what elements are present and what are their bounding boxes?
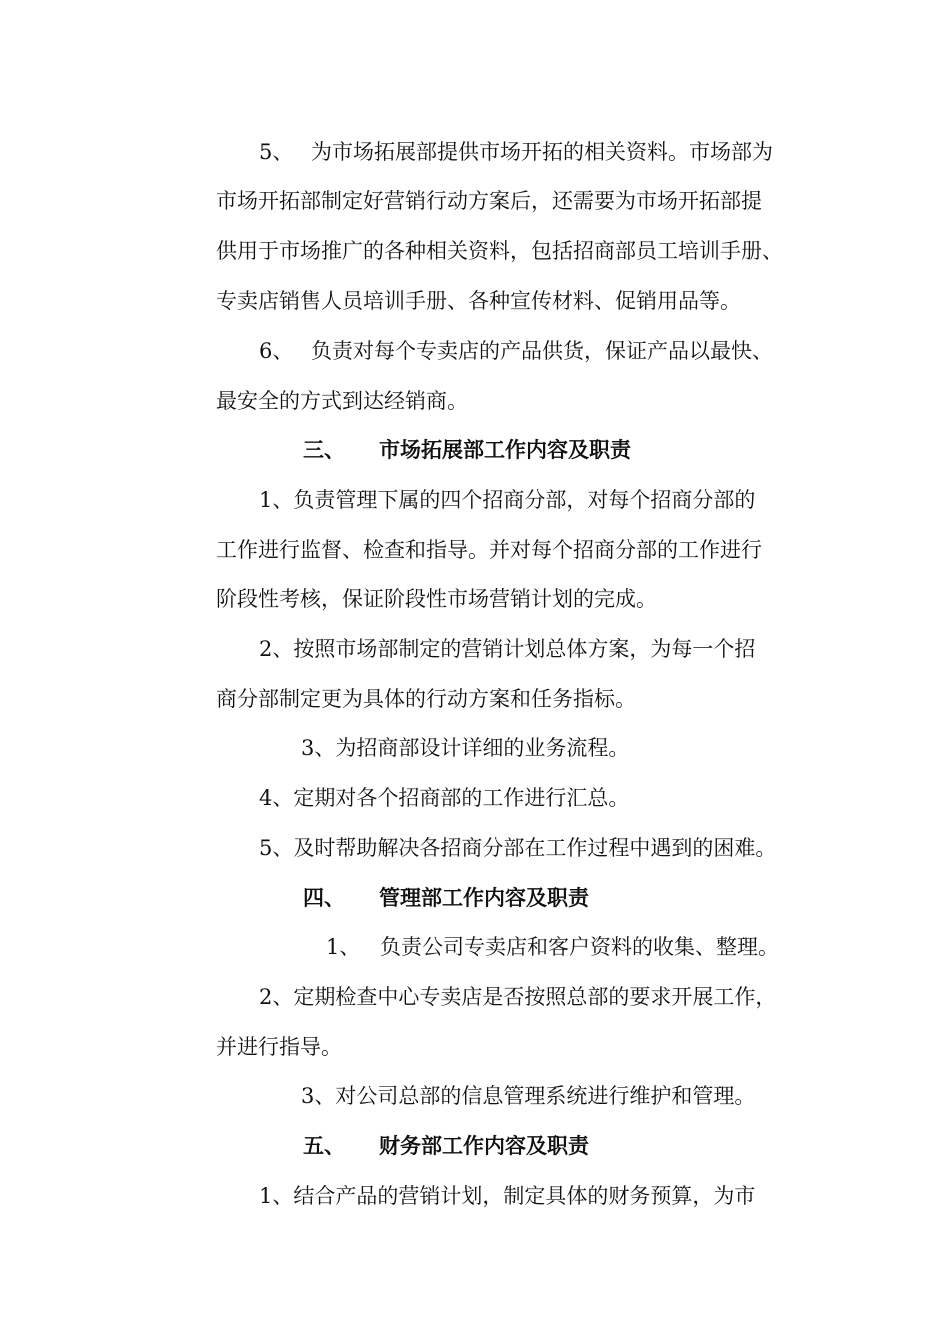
section-title: 财务部工作内容及职责 — [379, 1133, 589, 1158]
paragraph-line: 1、负责管理下属的四个招商分部，对每个招商分部的 — [259, 488, 756, 512]
list-number: 5、 — [259, 140, 294, 164]
item-5-line-3: 供用于市场推广的各种相关资料，包括招商部员工培训手册、 — [216, 239, 783, 263]
item-6-line-2: 最安全的方式到达经销商。 — [216, 389, 468, 413]
list-number: 6、 — [259, 339, 294, 363]
item-5-line-2: 市场开拓部制定好营销行动方案后，还需要为市场开拓部提 — [216, 189, 762, 213]
paragraph-line: 4、定期对各个招商部的工作进行汇总。 — [259, 786, 630, 810]
item-5-line-4: 专卖店销售人员培训手册、各种宣传材料、促销用品等。 — [216, 289, 741, 313]
section-heading-5 — [303, 1131, 589, 1161]
section-number: 五、 — [303, 1133, 345, 1158]
management-item-1 — [326, 932, 779, 962]
paragraph-line: 3、对公司总部的信息管理系统进行维护和管理。 — [301, 1084, 756, 1108]
paragraph-line: 5、及时帮助解决各招商分部在工作过程中遇到的困难。 — [259, 836, 777, 860]
paragraph-line: 1、结合产品的营销计划，制定具体的财务预算，为市 — [259, 1184, 756, 1208]
line-text: 负责公司专卖店和客户资料的收集、整理。 — [380, 935, 779, 959]
paragraph-line: 2、定期检查中心专卖店是否按照总部的要求开展工作， — [259, 985, 777, 1009]
section-heading-3 — [303, 435, 631, 465]
item-6-line-1 — [259, 336, 773, 366]
paragraph-line: 阶段性考核，保证阶段性市场营销计划的完成。 — [216, 587, 657, 611]
section-heading-4 — [303, 883, 589, 913]
line-text: 为市场拓展部提供市场开拓的相关资料。市场部为 — [311, 140, 773, 164]
section-number: 三、 — [303, 437, 345, 462]
paragraph-line: 并进行指导。 — [216, 1035, 342, 1059]
list-number: 1、 — [326, 935, 361, 959]
item-5-line-1 — [259, 137, 773, 167]
paragraph-line: 工作进行监督、检查和指导。并对每个招商分部的工作进行 — [216, 538, 762, 562]
section-title: 市场拓展部工作内容及职责 — [379, 437, 631, 462]
section-number: 四、 — [303, 885, 345, 910]
section-title: 管理部工作内容及职责 — [379, 885, 589, 910]
paragraph-line: 3、为招商部设计详细的业务流程。 — [301, 736, 630, 760]
paragraph-line: 商分部制定更为具体的行动方案和任务指标。 — [216, 687, 636, 711]
line-text: 负责对每个专卖店的产品供货，保证产品以最快、 — [311, 339, 773, 363]
paragraph-line: 2、按照市场部制定的营销计划总体方案，为每一个招 — [259, 637, 756, 661]
